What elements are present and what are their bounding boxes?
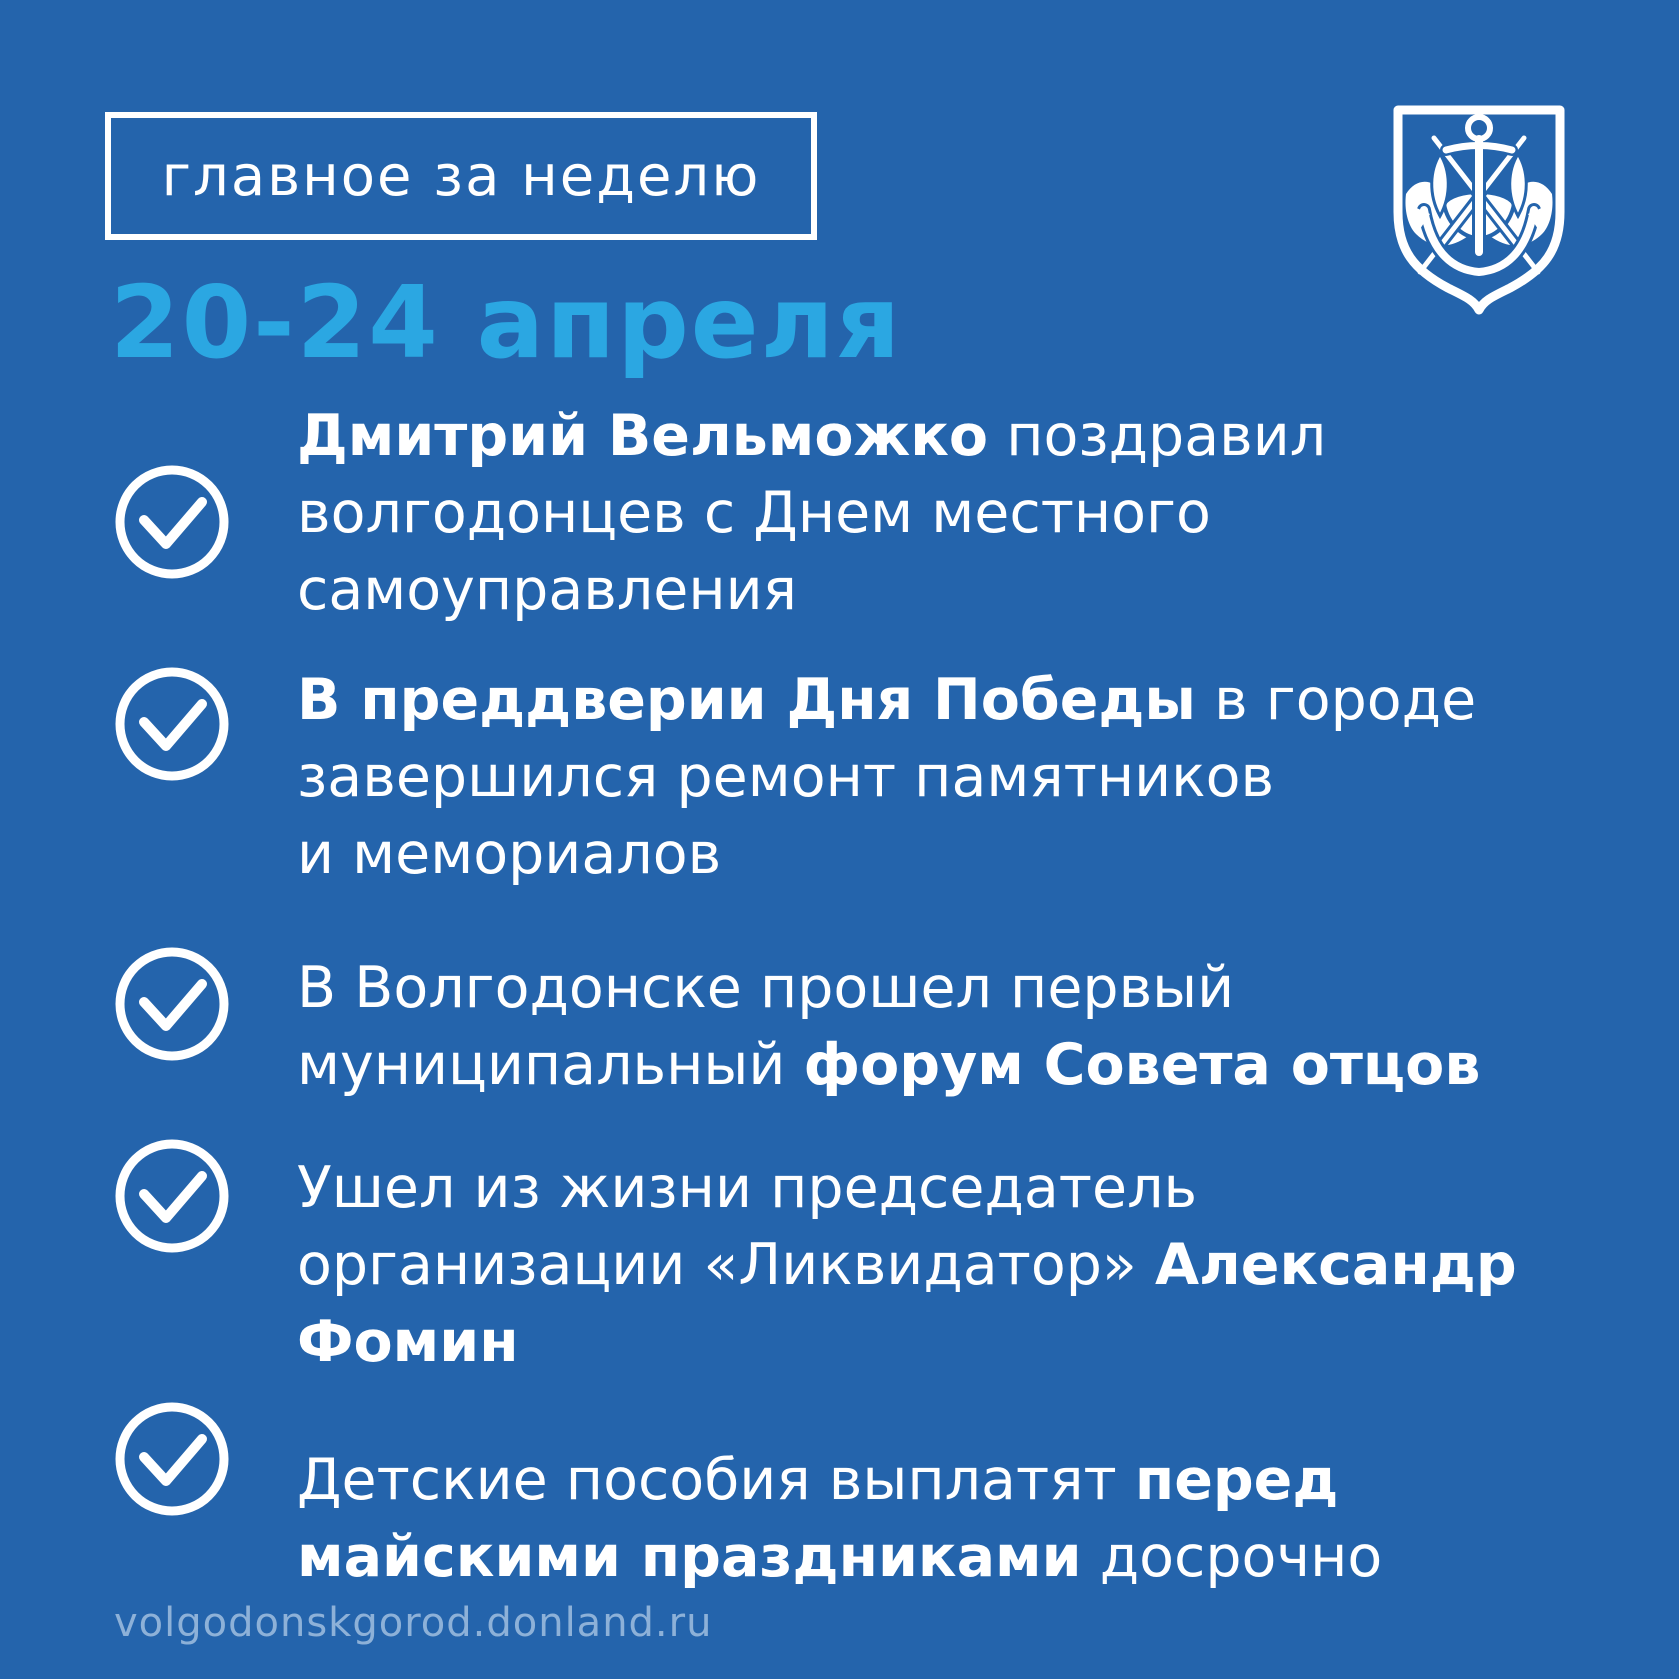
volgodonsk-coat-of-arms-icon	[1388, 101, 1570, 315]
news-item-regular-text: В Волгодонске прошел первый	[297, 955, 1235, 1021]
news-item	[0, 1150, 1679, 1381]
news-item-bold-text: майскими праздниками	[297, 1524, 1082, 1590]
badge-label: главное за неделю	[161, 143, 761, 209]
news-item-text	[297, 1150, 1679, 1381]
check-circle-icon	[112, 1136, 232, 1256]
check-circle-icon	[112, 664, 232, 784]
check-circle-icon	[112, 944, 232, 1064]
date-range-heading: 20-24 апреля	[110, 264, 903, 381]
news-item	[0, 662, 1679, 893]
news-item	[0, 398, 1679, 629]
news-item-line	[297, 1442, 1679, 1519]
news-item-line	[297, 1304, 1679, 1381]
news-item-line	[297, 1519, 1679, 1596]
news-item-line	[297, 398, 1679, 475]
news-item-line	[297, 1227, 1679, 1304]
news-item-bold-text: Фомин	[297, 1309, 519, 1375]
news-item-regular-text: Детские пособия выплатят	[297, 1447, 1135, 1513]
news-item-line	[297, 816, 1679, 893]
news-item-line	[297, 475, 1679, 552]
news-item-line	[297, 552, 1679, 629]
news-item-bold-text: перед	[1134, 1447, 1339, 1513]
news-item-bold-text: В преддверии Дня Победы	[297, 667, 1196, 733]
news-item-regular-text: досрочно	[1081, 1524, 1383, 1590]
news-item-text	[297, 662, 1679, 893]
news-item	[0, 1442, 1679, 1596]
weekly-highlights-badge	[105, 112, 817, 240]
news-item-bold-text: Александр	[1154, 1232, 1517, 1298]
news-item-line	[297, 1027, 1679, 1104]
news-item-regular-text: самоуправления	[297, 557, 797, 623]
news-item-regular-text: завершился ремонт памятников	[297, 744, 1275, 810]
news-item	[0, 950, 1679, 1104]
news-item-regular-text: в городе	[1195, 667, 1477, 733]
news-item-bold-text: Дмитрий Вельможко	[297, 403, 989, 469]
news-item-regular-text: Ушел из жизни председатель	[297, 1155, 1198, 1221]
news-item-regular-text: волгодонцев с Днем местного	[297, 480, 1211, 546]
news-item-regular-text: и мемориалов	[297, 821, 722, 887]
news-item-text	[297, 398, 1679, 629]
news-item-text	[297, 950, 1679, 1104]
news-item-bold-text: форум Совета отцов	[803, 1032, 1481, 1098]
news-item-regular-text: организации «Ликвидатор»	[297, 1232, 1155, 1298]
news-item-regular-text: поздравил	[988, 403, 1327, 469]
news-item-text	[297, 1442, 1679, 1596]
watermark-url: volgodonskgorod.donland.ru	[114, 1600, 713, 1646]
news-item-line	[297, 1150, 1679, 1227]
news-item-line	[297, 950, 1679, 1027]
news-item-line	[297, 662, 1679, 739]
check-circle-icon	[112, 1399, 232, 1519]
news-item-line	[297, 739, 1679, 816]
news-item-regular-text: муниципальный	[297, 1032, 804, 1098]
check-circle-icon	[112, 462, 232, 582]
